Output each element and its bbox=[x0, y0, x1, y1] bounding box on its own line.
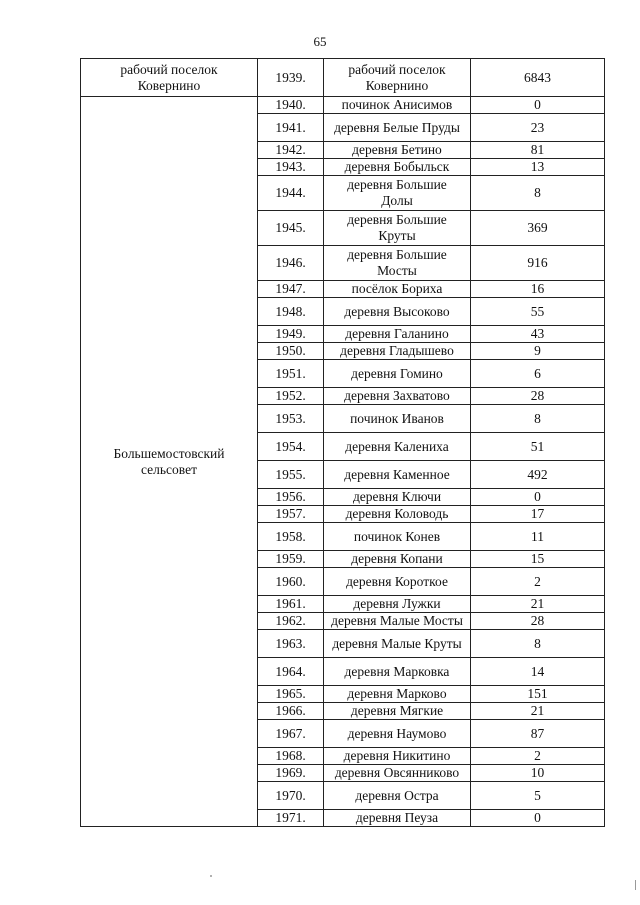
row-number-cell: 1970. bbox=[258, 782, 324, 810]
row-number-cell: 1954. bbox=[258, 433, 324, 461]
municipality-cell: рабочий поселок Ковернино bbox=[81, 59, 258, 97]
settlement-name-cell: деревня Калениха bbox=[324, 433, 471, 461]
table-row bbox=[81, 59, 605, 97]
population-cell: 2 bbox=[471, 568, 605, 596]
scan-edge-mark bbox=[635, 880, 636, 890]
settlement-name-cell: деревня Остра bbox=[324, 782, 471, 810]
settlement-name-cell: починок Анисимов bbox=[324, 97, 471, 114]
population-cell: 0 bbox=[471, 810, 605, 827]
settlement-name-cell: деревня Коловодь bbox=[324, 506, 471, 523]
settlement-name-cell: деревня Ключи bbox=[324, 489, 471, 506]
settlements-table bbox=[80, 58, 605, 827]
settlement-name-cell: деревня Малые Мосты bbox=[324, 613, 471, 630]
row-number-cell: 1951. bbox=[258, 360, 324, 388]
population-cell: 17 bbox=[471, 506, 605, 523]
settlement-name-cell: деревня Овсянниково bbox=[324, 765, 471, 782]
population-cell: 55 bbox=[471, 298, 605, 326]
row-number-cell: 1943. bbox=[258, 159, 324, 176]
settlement-name-cell: деревня Короткое bbox=[324, 568, 471, 596]
population-cell: 87 bbox=[471, 720, 605, 748]
row-number-cell: 1940. bbox=[258, 97, 324, 114]
row-number-cell: 1949. bbox=[258, 326, 324, 343]
settlement-name-cell: деревня Никитино bbox=[324, 748, 471, 765]
population-cell: 0 bbox=[471, 97, 605, 114]
table-row bbox=[81, 97, 605, 114]
settlement-name-cell: деревня Каменное bbox=[324, 461, 471, 489]
row-number-cell: 1966. bbox=[258, 703, 324, 720]
settlement-name-cell: посёлок Бориха bbox=[324, 281, 471, 298]
settlement-name-cell: деревня Пеуза bbox=[324, 810, 471, 827]
population-cell: 28 bbox=[471, 388, 605, 405]
page-number: 65 bbox=[313, 34, 327, 49]
population-cell: 81 bbox=[471, 142, 605, 159]
row-number-cell: 1953. bbox=[258, 405, 324, 433]
row-number-cell: 1945. bbox=[258, 211, 324, 246]
population-cell: 43 bbox=[471, 326, 605, 343]
settlement-name-cell: деревня Галанино bbox=[324, 326, 471, 343]
settlement-name-cell: деревня Бобыльск bbox=[324, 159, 471, 176]
settlement-name-cell: деревня Высоково bbox=[324, 298, 471, 326]
settlement-name-cell: деревня Большие Мосты bbox=[324, 246, 471, 281]
population-cell: 492 bbox=[471, 461, 605, 489]
population-cell: 15 bbox=[471, 551, 605, 568]
settlement-name-cell: деревня Гомино bbox=[324, 360, 471, 388]
settlement-name-cell: деревня Копани bbox=[324, 551, 471, 568]
settlement-name-cell: деревня Марково bbox=[324, 686, 471, 703]
row-number-cell: 1944. bbox=[258, 176, 324, 211]
row-number-cell: 1967. bbox=[258, 720, 324, 748]
row-number-cell: 1941. bbox=[258, 114, 324, 142]
row-number-cell: 1956. bbox=[258, 489, 324, 506]
row-number-cell: 1947. bbox=[258, 281, 324, 298]
municipality-cell: Большемостовский сельсовет bbox=[81, 97, 258, 827]
settlement-name-cell: деревня Большие Круты bbox=[324, 211, 471, 246]
row-number-cell: 1950. bbox=[258, 343, 324, 360]
population-cell: 5 bbox=[471, 782, 605, 810]
table-body bbox=[81, 59, 605, 827]
row-number-cell: 1959. bbox=[258, 551, 324, 568]
population-cell: 6843 bbox=[471, 59, 605, 97]
row-number-cell: 1963. bbox=[258, 630, 324, 658]
population-cell: 51 bbox=[471, 433, 605, 461]
population-cell: 8 bbox=[471, 630, 605, 658]
settlement-name-cell: деревня Захватово bbox=[324, 388, 471, 405]
row-number-cell: 1942. bbox=[258, 142, 324, 159]
settlement-name-cell: деревня Наумово bbox=[324, 720, 471, 748]
population-cell: 369 bbox=[471, 211, 605, 246]
settlement-name-cell: деревня Большие Долы bbox=[324, 176, 471, 211]
row-number-cell: 1958. bbox=[258, 523, 324, 551]
settlement-name-cell: деревня Малые Круты bbox=[324, 630, 471, 658]
population-cell: 916 bbox=[471, 246, 605, 281]
population-cell: 10 bbox=[471, 765, 605, 782]
scan-speck bbox=[210, 875, 212, 877]
row-number-cell: 1952. bbox=[258, 388, 324, 405]
settlement-name-cell: деревня Гладышево bbox=[324, 343, 471, 360]
row-number-cell: 1965. bbox=[258, 686, 324, 703]
population-cell: 11 bbox=[471, 523, 605, 551]
settlement-name-cell: деревня Марковка bbox=[324, 658, 471, 686]
population-cell: 28 bbox=[471, 613, 605, 630]
settlement-name-cell: рабочий поселок Ковернино bbox=[324, 59, 471, 97]
row-number-cell: 1971. bbox=[258, 810, 324, 827]
population-cell: 0 bbox=[471, 489, 605, 506]
settlement-name-cell: деревня Мягкие bbox=[324, 703, 471, 720]
population-cell: 151 bbox=[471, 686, 605, 703]
row-number-cell: 1939. bbox=[258, 59, 324, 97]
population-cell: 21 bbox=[471, 596, 605, 613]
population-cell: 16 bbox=[471, 281, 605, 298]
row-number-cell: 1964. bbox=[258, 658, 324, 686]
settlement-name-cell: деревня Белые Пруды bbox=[324, 114, 471, 142]
population-cell: 6 bbox=[471, 360, 605, 388]
row-number-cell: 1946. bbox=[258, 246, 324, 281]
population-cell: 21 bbox=[471, 703, 605, 720]
row-number-cell: 1969. bbox=[258, 765, 324, 782]
settlement-name-cell: деревня Бетино bbox=[324, 142, 471, 159]
population-cell: 8 bbox=[471, 176, 605, 211]
population-cell: 2 bbox=[471, 748, 605, 765]
row-number-cell: 1961. bbox=[258, 596, 324, 613]
population-cell: 9 bbox=[471, 343, 605, 360]
population-cell: 14 bbox=[471, 658, 605, 686]
population-cell: 13 bbox=[471, 159, 605, 176]
row-number-cell: 1948. bbox=[258, 298, 324, 326]
row-number-cell: 1957. bbox=[258, 506, 324, 523]
population-cell: 8 bbox=[471, 405, 605, 433]
settlement-name-cell: починок Конев bbox=[324, 523, 471, 551]
settlement-name-cell: деревня Лужки bbox=[324, 596, 471, 613]
settlement-name-cell: починок Иванов bbox=[324, 405, 471, 433]
row-number-cell: 1962. bbox=[258, 613, 324, 630]
row-number-cell: 1955. bbox=[258, 461, 324, 489]
row-number-cell: 1960. bbox=[258, 568, 324, 596]
population-cell: 23 bbox=[471, 114, 605, 142]
row-number-cell: 1968. bbox=[258, 748, 324, 765]
